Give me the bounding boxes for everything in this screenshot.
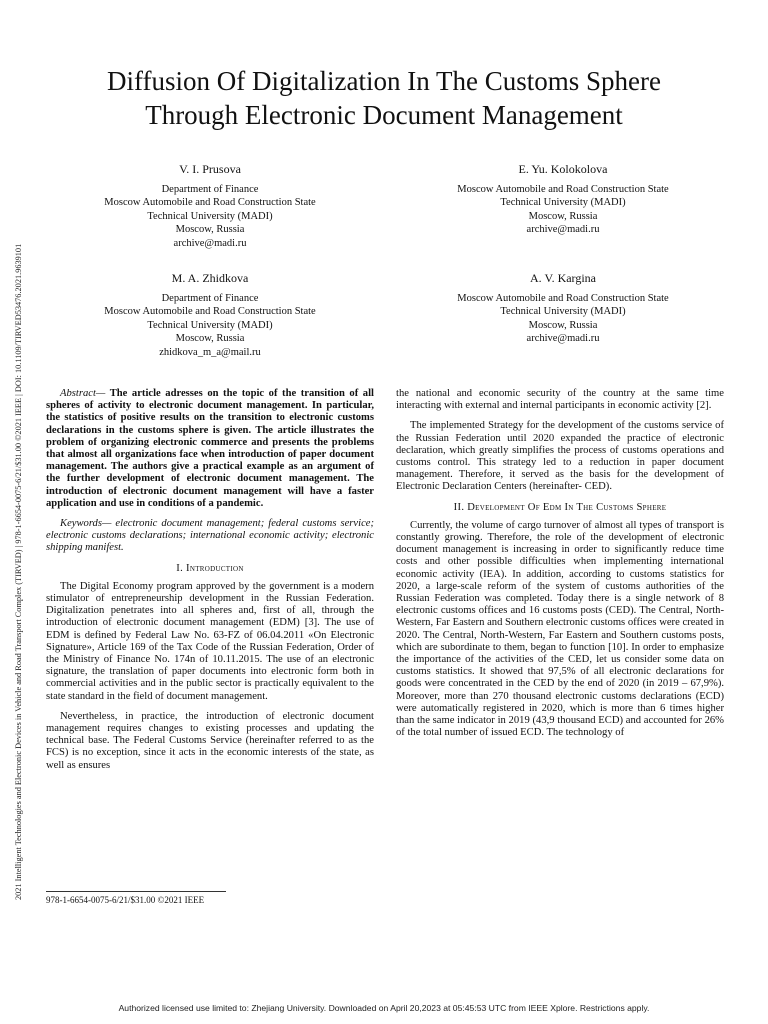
paragraph: the national and economic security of the country at the same time interacting with external and internal participants in economic activity [2]. <box>396 388 724 412</box>
author-email: archive@madi.ru <box>526 333 600 345</box>
author-affil: Technical University (MADI) <box>147 319 273 331</box>
title-line-1: Diffusion Of Digitalization In The Customs Sphere <box>107 66 661 96</box>
author-affil: Technical University (MADI) <box>500 306 626 318</box>
author-block-3 <box>45 272 375 360</box>
author-city: Moscow, Russia <box>528 319 598 331</box>
keywords: Keywords— electronic document management; federal customs service; electronic customs declarations; international economic activity; electronic shipping manifest. <box>46 518 374 554</box>
author-affil: Moscow Automobile and Road Construction State <box>104 197 316 209</box>
author-name: V. I. Prusova <box>179 162 241 176</box>
paragraph: Currently, the volume of cargo turnover of almost all types of transport is constantly growing. Therefore, the role of the development of electronic document management is increasing in order to significantly reduce time costs and other possible difficulties when implementing international economic activity (IEA). In addition, according to customs statistics for 2020, a large-scale reform of the system of customs authorities of the Russian Federation was completed. Today there is a single network of 8 electronic customs offices and 16 customs posts (CED). The Central, North-Western, Far Eastern and Southern electronic customs offices were created in 2020. The Central, North-Western, Far Eastern and Southern customs posts, which are subordinate to them, began to function [10]. In order to emphasize the importance of the activities of the CED, let us consider some data on customs statistics. It showed that 97,5% of all electronic declarations for goods were concentrated in the CED by the end of 2020 (in 2019 – 67,9%). Moreover, more than 270 thousand electronic customs declarations (ECD) were automatically registered in 2020, which is more than 6 times higher than the same indicator in 2019 (43,9 thousand ECD) and accounted for 26% of the total number of issued ECD. The technology of <box>396 519 724 739</box>
author-affil: Moscow Automobile and Road Construction State <box>457 292 669 304</box>
author-city: Moscow, Russia <box>175 224 245 236</box>
author-block-1 <box>45 163 375 251</box>
right-column <box>396 388 724 747</box>
author-email: archive@madi.ru <box>526 224 600 236</box>
copyright-footnote: 978-1-6654-0075-6/21/$31.00 ©2021 IEEE <box>46 895 205 905</box>
section-heading-development: II. Development Of Edm In The Customs Sphere <box>453 501 667 513</box>
abstract-label: Abstract— <box>60 388 106 399</box>
footnote-rule <box>46 891 226 892</box>
author-affil: Technical University (MADI) <box>500 197 626 209</box>
doi-side-strip: 2021 Intelligent Technologies and Electronic Devices in Vehicle and Road Transport Complex (TIRVED) | 978-1-6654-0075-6/21/$31.00 ©2021 IEEE | DOI: 10.1109/TIRVED53476.2021.9639101 <box>14 243 23 900</box>
author-city: Moscow, Russia <box>175 333 245 345</box>
author-affil: Technical University (MADI) <box>147 210 273 222</box>
paper-title <box>40 64 728 132</box>
authorized-use-notice: Authorized licensed use limited to: Zhejiang University. Downloaded on April 20,2023 at 05:45:53 UTC from IEEE Xplore. Restrictions apply. <box>118 1003 650 1013</box>
section-heading-introduction: I. Introduction <box>176 562 244 574</box>
author-name: E. Yu. Kolokolova <box>518 162 608 176</box>
author-email: archive@madi.ru <box>173 237 247 249</box>
left-column <box>46 388 374 780</box>
author-affil: Department of Finance <box>161 183 259 195</box>
paragraph: The Digital Economy program approved by the government is a modern stimulator of entrepreneurship development in the Russian Federation. Digitalization penetrates into all spheres and, first of all, through the introduction of electronic document management (EDM) [3]. The use of EDM is defined by Federal Law No. 63-FZ of 06.04.2011 «On Electronic Signature», Article 169 of the Tax Code of the Russian Federation, Order of the Ministry of Finance No. 174n of 10.11.2015. The use of an electronic signature, the translation of paper documents into electronic form both in commercial activities and in the public sector is practically equivalent to the state standard in the field of document management. <box>46 580 374 702</box>
abstract <box>46 388 374 510</box>
paragraph: Nevertheless, in practice, the introduction of electronic document management requires changes to existing processes and updating the technical base. The Federal Customs Service (hereinafter referred to as the FCS) is no exception, since it acts in the economic interests of the state, as well as ensures <box>46 710 374 771</box>
author-name: A. V. Kargina <box>530 271 596 285</box>
author-city: Moscow, Russia <box>528 210 598 222</box>
author-block-4 <box>398 272 728 346</box>
title-line-2: Through Electronic Document Management <box>145 100 623 130</box>
author-block-2 <box>398 163 728 237</box>
abstract-text: The article adresses on the topic of the transition of all spheres of activity to electronic document management. In particular, the statistics of positive results on the transition to electronic customs declarations in the customs sphere is given. The article illustrates the problem of organizing electronic commerce and presents the problems that almost all organizations face when introduction of paper document management. The authors give a practical example as an argument of the further development of electronic document management. The introduction of electronic document management will have a faster application and use in conditions of a pandemic. <box>46 388 374 509</box>
paragraph: The implemented Strategy for the development of the customs service of the Russian Federation until 2020 expanded the practice of electronic declaration, which greatly simplifies the process of customs operations and customs control. This strategy led to a reduction in paper document management. Therefore, it served as the basis for the development of Electronic Declaration Centers (hereinafter- CED). <box>396 420 724 493</box>
author-affil: Department of Finance <box>161 292 259 304</box>
author-name: M. A. Zhidkova <box>171 271 249 285</box>
author-email: zhidkova_m_a@mail.ru <box>159 346 261 358</box>
author-affil: Moscow Automobile and Road Construction State <box>457 183 669 195</box>
author-affil: Moscow Automobile and Road Construction State <box>104 306 316 318</box>
